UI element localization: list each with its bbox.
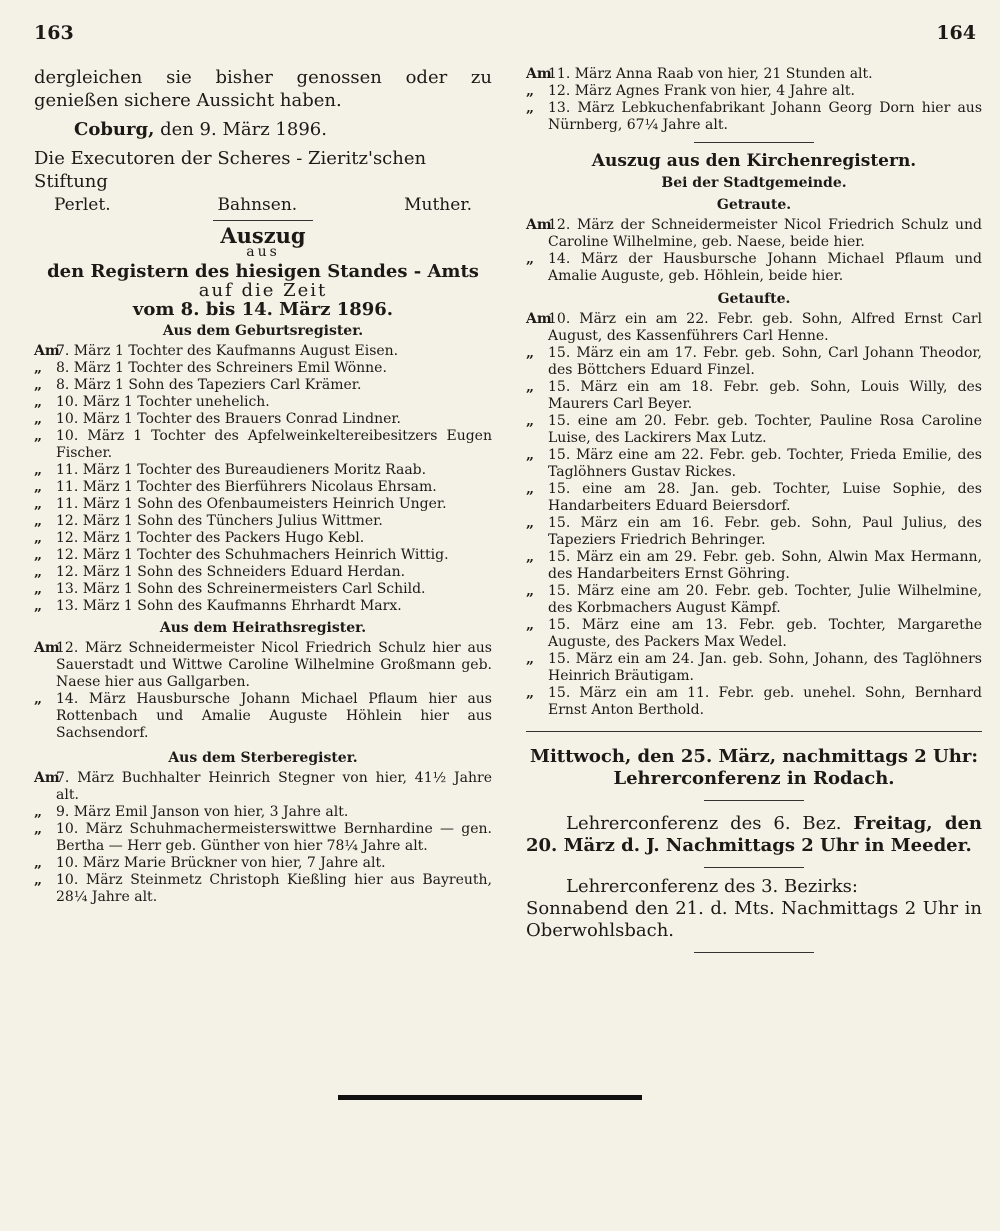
entry-prefix: „ (34, 496, 43, 512)
heiraths-list (34, 640, 492, 742)
entry-text: 10. März 1 Tochter des Apfelweinkeltereibesitzers Eugen Fischer. (56, 428, 492, 461)
entry-text: 10. März Steinmetz Christoph Kießling hier aus Bayreuth, 28¼ Jahre alt. (56, 872, 492, 905)
geburts-list (34, 343, 492, 615)
entry-prefix: „ (34, 360, 43, 376)
entry-text: 15. März ein am 11. Febr. geb. unehel. Sohn, Bernhard Ernst Anton Berthold. (548, 685, 982, 718)
entry-prefix: „ (526, 685, 535, 701)
signatory-3: Muther. (404, 195, 472, 215)
entry-text: 7. März Buchhalter Heinrich Stegner von hier, 41½ Jahre alt. (56, 770, 492, 803)
list-item (34, 479, 492, 496)
entry-prefix: „ (34, 581, 43, 597)
executors-line: Die Executoren der Scheres - Zieritz'schen Stiftung (34, 148, 427, 192)
getaufte-heading: Getaufte. (717, 291, 791, 307)
list-item (526, 583, 982, 617)
entry-prefix: „ (526, 549, 535, 565)
page-number-left: 163 (34, 22, 74, 44)
entry-text: 15. März eine am 13. Febr. geb. Tochter, Margarethe Auguste, des Packers Max Wedel. (548, 617, 982, 650)
entry-text: 12. März Schneidermeister Nicol Friedrich Schulz hier aus Sauerstadt und Wittwe Caroline Wilhelmine Großmann geb. Naese hier aus Gallgarben. (56, 640, 492, 690)
notice-rodach: Mittwoch, den 25. März, nachmittags 2 Uhr: Lehrerconferenz in Rodach. (530, 746, 978, 789)
entry-prefix: „ (34, 821, 43, 837)
auszug-heading: Auszug (220, 223, 306, 248)
list-item (526, 345, 982, 379)
entry-text: 14. März Hausbursche Johann Michael Pflaum hier aus Rottenbach und Amalie Auguste Höhlein hier aus Sachsendorf. (56, 691, 492, 741)
entry-prefix: „ (34, 462, 43, 478)
entry-text: 12. März Agnes Frank von hier, 4 Jahre alt. (548, 83, 855, 99)
entry-text: 12. März 1 Tochter des Schuhmachers Heinrich Wittig. (56, 547, 449, 563)
list-item (34, 547, 492, 564)
divider (694, 952, 814, 953)
aus-word: aus (246, 244, 280, 260)
list-item (526, 311, 982, 345)
entry-prefix: „ (34, 530, 43, 546)
entry-text: 12. März 1 Tochter des Packers Hugo Kebl. (56, 530, 365, 546)
divider (213, 220, 313, 221)
signatory-2: Bahnsen. (217, 195, 298, 215)
entry-text: 10. März Marie Brückner von hier, 7 Jahre alt. (56, 855, 386, 871)
entry-text: 15. März ein am 24. Jan. geb. Sohn, Johann, des Taglöhners Heinrich Bräutigam. (548, 651, 982, 684)
entry-prefix: „ (526, 515, 535, 531)
entry-text: 11. März 1 Tochter des Bierführers Nicolaus Ehrsam. (56, 479, 437, 495)
list-item (526, 685, 982, 719)
divider (694, 142, 814, 143)
place-date (74, 118, 492, 141)
entry-text: 15. März ein am 29. Febr. geb. Sohn, Alwin Max Hermann, des Handarbeiters Ernst Göhring. (548, 549, 982, 582)
notice-meeder-bold: Freitag, den 20. März d. J. Nachmittags 2 Uhr in Meeder. (526, 813, 982, 856)
entry-prefix: „ (34, 547, 43, 563)
period-heading: vom 8. bis 14. März 1896. (132, 299, 394, 320)
entry-text: 10. März 1 Tochter unehelich. (56, 394, 270, 410)
entry-prefix: „ (526, 251, 535, 267)
entry-prefix: Am (526, 217, 552, 233)
entry-text: 13. März 1 Sohn des Kaufmanns Ehrhardt Marx. (56, 598, 402, 614)
list-item (34, 821, 492, 855)
entry-prefix: Am (34, 770, 60, 786)
list-item (34, 377, 492, 394)
list-item (34, 428, 492, 462)
entry-prefix: „ (34, 394, 43, 410)
getraute-heading: Getraute. (716, 197, 792, 213)
entry-text: 15. März ein am 16. Febr. geb. Sohn, Paul Julius, des Tapeziers Friedrich Behringer. (548, 515, 982, 548)
entry-text: 10. März Schuhmachermeisterswittwe Bernhardine — gen. Bertha — Herr geb. Günther von hier 78¼ Jahre alt. (56, 821, 492, 854)
list-item (34, 640, 492, 691)
list-item (526, 83, 982, 100)
entry-prefix: „ (526, 83, 535, 99)
notice-meeder-plain: Lehrerconferenz des 6. Bez. (566, 813, 854, 834)
entry-prefix: „ (526, 413, 535, 429)
entry-prefix: „ (34, 564, 43, 580)
signatory-1: Perlet. (54, 195, 111, 215)
list-item (34, 513, 492, 530)
place-name: Coburg, (74, 119, 155, 140)
date-text: den 9. März 1896. (154, 119, 327, 140)
entry-text: 15. März ein am 17. Febr. geb. Sohn, Carl Johann Theodor, des Böttchers Eduard Finzel. (548, 345, 982, 378)
list-item (34, 598, 492, 615)
entry-prefix: Am (34, 640, 60, 656)
entry-text: 14. März der Hausbursche Johann Michael Pflaum und Amalie Auguste, geb. Höhlein, beide hier. (548, 251, 982, 284)
list-item (34, 496, 492, 513)
list-item (34, 770, 492, 804)
entry-prefix: „ (34, 479, 43, 495)
list-item (34, 855, 492, 872)
list-item (34, 581, 492, 598)
entry-text: 12. März der Schneidermeister Nicol Friedrich Schulz und Caroline Wilhelmine, geb. Naese, beide hier. (548, 217, 982, 250)
entry-prefix: „ (34, 513, 43, 529)
list-item (526, 515, 982, 549)
entry-prefix: „ (526, 447, 535, 463)
zeit-line: auf die Zeit (198, 280, 328, 301)
entry-prefix: „ (34, 691, 43, 707)
list-item (34, 462, 492, 479)
signatories (34, 197, 492, 214)
sterbe-heading: Aus dem Sterberegister. (168, 750, 358, 766)
list-item (526, 481, 982, 515)
entry-text: 15. März ein am 18. Febr. geb. Sohn, Louis Willy, des Maurers Carl Beyer. (548, 379, 982, 412)
list-item (526, 251, 982, 285)
list-item (526, 100, 982, 134)
list-item (526, 217, 982, 251)
list-item (526, 617, 982, 651)
list-item (34, 394, 492, 411)
heiraths-heading: Aus dem Heirathsregister. (159, 620, 367, 636)
list-item (34, 411, 492, 428)
entry-prefix: „ (526, 481, 535, 497)
notice-oberwohlsbach-plain: Lehrerconferenz des 3. Bezirks: (566, 876, 858, 897)
getraute-list (526, 217, 982, 285)
entry-text: 11. März Anna Raab von hier, 21 Stunden alt. (548, 66, 873, 82)
sterbe-list (34, 770, 492, 906)
list-item (34, 804, 492, 821)
entry-text: 15. März eine am 20. Febr. geb. Tochter, Julie Wilhelmine, des Korbmachers August Kämpf. (548, 583, 982, 616)
list-item (526, 66, 982, 83)
divider (704, 867, 804, 868)
entry-text: 10. März ein am 22. Febr. geb. Sohn, Alfred Ernst Carl August, des Kassenführers Carl Henne. (548, 311, 982, 344)
entry-text: 12. März 1 Sohn des Schneiders Eduard Herdan. (56, 564, 406, 580)
entry-text: 12. März 1 Sohn des Tünchers Julius Wittmer. (56, 513, 383, 529)
list-item (526, 447, 982, 481)
entry-prefix: Am (526, 311, 552, 327)
intro-text: dergleichen sie bisher genossen oder zu genießen sichere Aussicht haben. (34, 67, 492, 111)
entry-text: 11. März 1 Tochter des Bureaudieners Moritz Raab. (56, 462, 427, 478)
entry-text: 11. März 1 Sohn des Ofenbaumeisters Heinrich Unger. (56, 496, 447, 512)
right-column (526, 66, 982, 959)
list-item (526, 379, 982, 413)
entry-prefix: Am (34, 343, 60, 359)
entry-prefix: „ (526, 617, 535, 633)
kirchen-heading: Auszug aus den Kirchenregistern. (591, 151, 917, 171)
entry-prefix: „ (34, 855, 43, 871)
list-item (526, 413, 982, 447)
entry-prefix: „ (34, 872, 43, 888)
entry-prefix: „ (526, 651, 535, 667)
stadt-heading: Bei der Stadtgemeinde. (661, 175, 847, 191)
entry-prefix: „ (526, 379, 535, 395)
registers-heading: den Registern des hiesigen Standes - Amts (47, 261, 479, 282)
entry-text: 15. eine am 20. Febr. geb. Tochter, Pauline Rosa Caroline Luise, des Lackirers Max Lutz. (548, 413, 982, 446)
list-item (34, 564, 492, 581)
left-column (34, 66, 492, 906)
entry-prefix: „ (526, 345, 535, 361)
top-entries-list (526, 66, 982, 134)
entry-prefix: Am (526, 66, 552, 82)
page-number-right: 164 (936, 22, 976, 44)
divider (526, 731, 982, 732)
entry-prefix: „ (526, 583, 535, 599)
divider (704, 800, 804, 801)
geburts-heading: Aus dem Geburtsregister. (162, 323, 364, 339)
entry-text: 8. März 1 Tochter des Schreiners Emil Wönne. (56, 360, 387, 376)
notice-meeder (526, 813, 982, 857)
list-item (34, 872, 492, 906)
entry-text: 10. März 1 Tochter des Brauers Conrad Lindner. (56, 411, 401, 427)
list-item (526, 549, 982, 583)
list-item (34, 360, 492, 377)
entry-prefix: „ (34, 804, 43, 820)
list-item (34, 343, 492, 360)
bottom-rule (338, 1095, 642, 1100)
entry-prefix: „ (526, 100, 535, 116)
entry-prefix: „ (34, 598, 43, 614)
entry-prefix: „ (34, 411, 43, 427)
entry-prefix: „ (34, 428, 43, 444)
entry-text: 15. eine am 28. Jan. geb. Tochter, Luise Sophie, des Handarbeiters Eduard Beiersdorf. (548, 481, 982, 514)
notice-oberwohlsbach-bold: Sonnabend den 21. d. Mts. Nachmittags 2 Uhr in Oberwohlsbach. (526, 898, 982, 941)
list-item (526, 651, 982, 685)
entry-prefix: „ (34, 377, 43, 393)
entry-text: 13. März Lebkuchenfabrikant Johann Georg Dorn hier aus Nürnberg, 67¼ Jahre alt. (548, 100, 982, 133)
entry-text: 13. März 1 Sohn des Schreinermeisters Carl Schild. (56, 581, 426, 597)
entry-text: 8. März 1 Sohn des Tapeziers Carl Krämer. (56, 377, 362, 393)
getaufte-list (526, 311, 982, 719)
entry-text: 15. März eine am 22. Febr. geb. Tochter, Frieda Emilie, des Taglöhners Gustav Rickes. (548, 447, 982, 480)
list-item (34, 530, 492, 547)
entry-text: 9. März Emil Janson von hier, 3 Jahre alt. (56, 804, 349, 820)
list-item (34, 691, 492, 742)
entry-text: 7. März 1 Tochter des Kaufmanns August Eisen. (56, 343, 399, 359)
